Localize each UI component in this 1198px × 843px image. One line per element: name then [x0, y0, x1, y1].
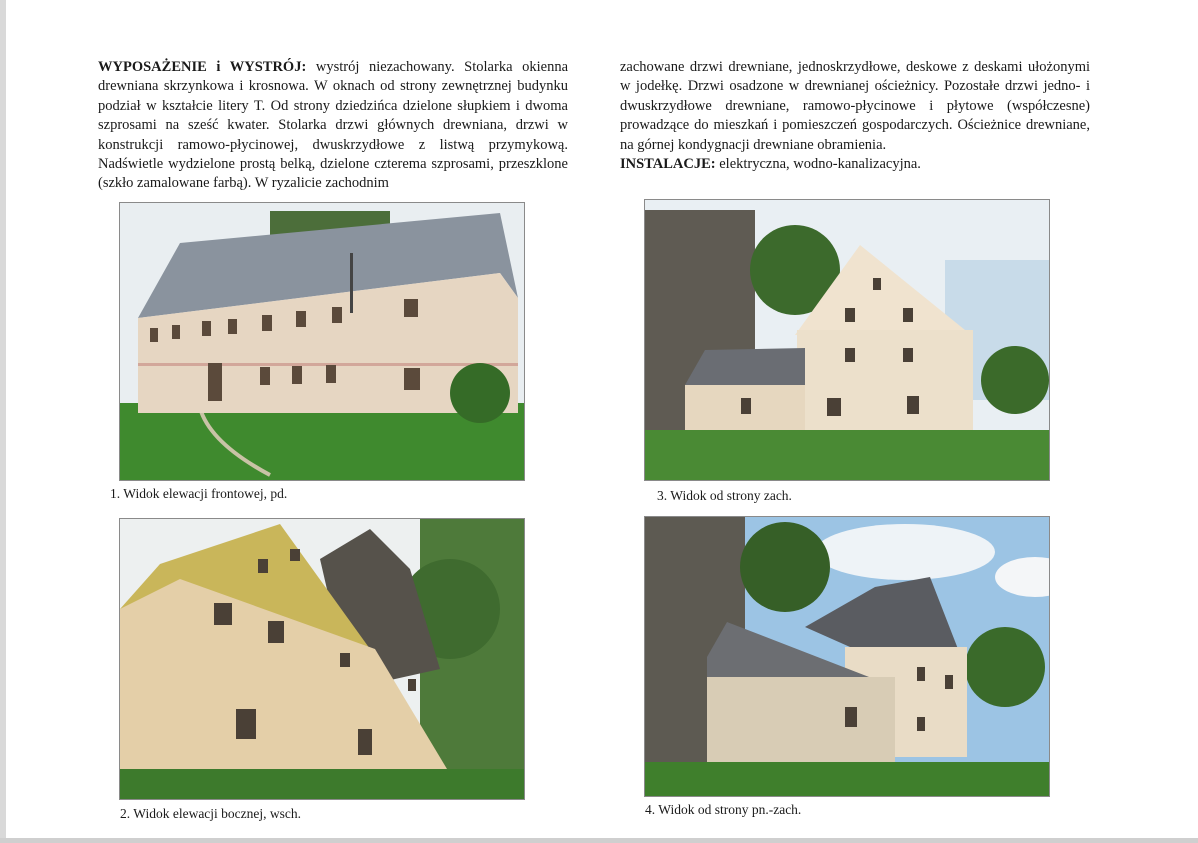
- caption-photo-4: 4. Widok od strony pn.-zach.: [645, 802, 802, 817]
- text-column-right: [620, 58, 1090, 174]
- page-edge: [0, 838, 1198, 843]
- paragraph-installations: elektryczna, wodno-kanalizacyjna.: [715, 156, 921, 173]
- caption-photo-2: 2. Widok elewacji bocznej, wsch.: [120, 806, 302, 821]
- text-column-left: [98, 58, 568, 194]
- caption-photo-3: 3. Widok od strony zach.: [657, 488, 792, 503]
- photo-west-view: [644, 199, 1050, 481]
- caption-photo-1: 1. Widok elewacji frontowej, pd.: [110, 486, 288, 501]
- section-heading-installations: INSTALACJE:: [620, 156, 716, 173]
- page-edge: [0, 0, 6, 843]
- photo-front-elevation: [119, 202, 525, 481]
- paragraph-furnishings: wystrój niezachowany. Stolarka okienna drewniana skrzynkowa i krosnowa. W oknach od strony zewnętrznej budynku podział w kształcie litery T. Od strony dziedzińca dzielone słupkiem i dwoma szprosami na sześć kwater. Stolarka drzwi głównych drewniana, drzwi w konstrukcji ramowo-płycinowej, dwuskrzydłowe z listwą przymykową. Nadświetle wydzielone prostą belką, dzielone czterema szprosami, przeszklone (szkło zamalowane farbą). W ryzalicie zachodnim: [98, 59, 569, 192]
- paragraph-doors: zachowane drzwi drewniane, jednoskrzydłowe, deskowe z deskami ułożonymi w jodełkę. Drzwi osadzone w drewnianej ościeżnicy. Pozostałe drzwi jedno- i dwuskrzydłowe drewniane, ramowo-płycinowe i płytowe (współczesne) prowadzące do mieszkań i pomieszczeń gospodarczych. Ościeżnice drewniane, na górnej kondygnacji drewniane obramienia.: [620, 59, 1090, 153]
- photo-northwest-view: [644, 516, 1050, 797]
- section-heading-furnishings: WYPOSAŻENIE i WYSTRÓJ:: [98, 59, 307, 75]
- photo-side-elevation: [119, 518, 525, 800]
